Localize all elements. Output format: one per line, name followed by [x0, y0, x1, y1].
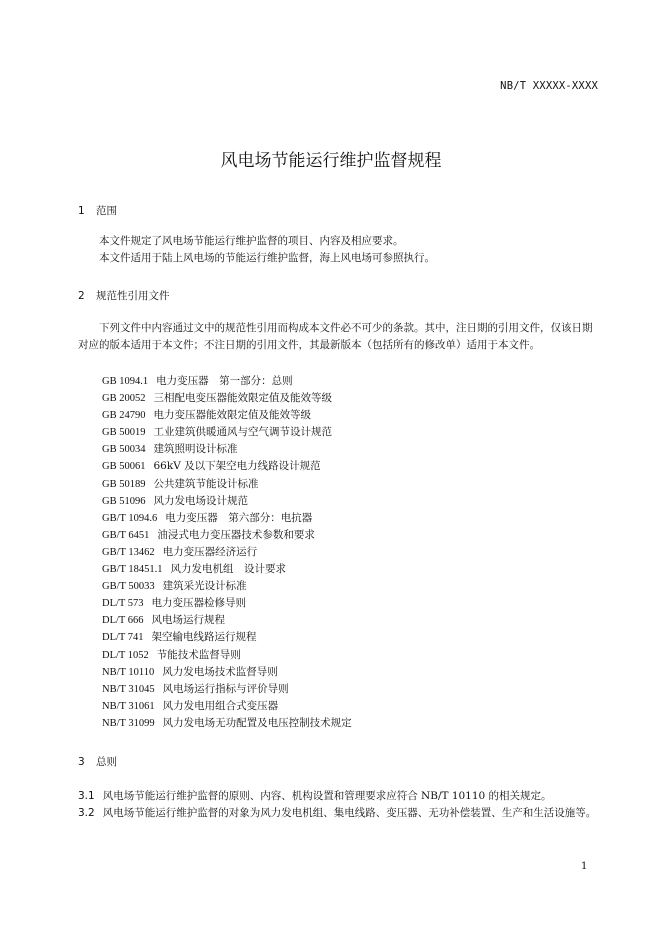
- section-heading-general: [78, 754, 117, 769]
- reference-code: GB/T 50033: [102, 581, 155, 593]
- reference-title: 油浸式电力变压器技术参数和要求: [157, 528, 315, 541]
- clause-3-2: [78, 805, 600, 822]
- clause-text: 风电场节能运行维护监督的对象为风力发电机组、集电线路、变压器、无功补偿装置、生产和生活设施等。: [102, 807, 597, 819]
- reference-code: DL/T 1052: [102, 649, 149, 661]
- reference-title: 工业建筑供暖通风与空气调节设计规范: [153, 426, 332, 439]
- reference-code: NB/T 31099: [102, 717, 155, 729]
- scope-paragraph-2: 本文件适用于陆上风电场的节能运行维护监督，海上风电场可参照执行。: [99, 252, 435, 264]
- clause-number: 3.1: [78, 790, 95, 802]
- reference-title: 风力发电场技术监督导则: [162, 665, 278, 678]
- reference-item: [102, 476, 352, 493]
- section-title: 范围: [96, 205, 117, 217]
- scope-paragraph-1: 本文件规定了风电场节能运行维护监督的项目、内容及相应要求。: [99, 235, 404, 247]
- reference-item: [102, 458, 352, 475]
- page-number: 1: [581, 861, 588, 872]
- reference-title: 公共建筑节能设计标准: [153, 477, 259, 490]
- reference-item: [102, 715, 352, 732]
- reference-item: [102, 527, 352, 544]
- section-heading-scope: [78, 203, 117, 218]
- reference-title: 电力变压器能效限定值及能效等级: [153, 409, 311, 422]
- reference-code: GB 50019: [102, 427, 146, 439]
- clause-3-1: [78, 788, 600, 805]
- reference-item: [102, 561, 352, 578]
- reference-item: [102, 373, 352, 390]
- document-title: 风电场节能运行维护监督规程: [220, 151, 442, 171]
- reference-title: 电力变压器 第一部分：总则: [156, 375, 293, 387]
- reference-item: [102, 544, 352, 561]
- reference-code: GB 20052: [102, 393, 146, 405]
- reference-title: 节能技术监督导则: [156, 648, 241, 661]
- reference-code: NB/T 31061: [102, 700, 155, 712]
- clause-text: 风电场节能运行维护监督的原则、内容、机构设置和管理要求应符合 NB/T 10110 的相关规定。: [102, 790, 552, 802]
- reference-title: 三相配电变压器能效限定值及能效等级: [153, 392, 332, 405]
- section-heading-normative-refs: [78, 288, 170, 303]
- reference-item: [102, 698, 352, 715]
- reference-code: GB 51096: [102, 495, 146, 507]
- reference-item: [102, 424, 352, 441]
- reference-code: GB 24790: [102, 410, 146, 422]
- reference-title: 电力变压器 第六部分：电抗器: [165, 511, 313, 524]
- reference-title: 66kV 及以下架空电力线路设计规范: [153, 460, 321, 473]
- reference-title: 建筑照明设计标准: [153, 443, 238, 456]
- reference-title: 架空输电线路运行规程: [151, 631, 257, 644]
- reference-title: 建筑采光设计标准: [162, 580, 247, 593]
- reference-code: NB/T 10110: [102, 666, 155, 678]
- section-number: 2: [78, 290, 85, 302]
- reference-code: GB 50189: [102, 478, 146, 490]
- reference-title: 风力发电机组 设计要求: [170, 563, 286, 576]
- reference-code: GB 1094.1: [102, 376, 149, 387]
- reference-item: [102, 493, 352, 510]
- reference-title: 风电场运行规程: [151, 614, 226, 627]
- reference-code: DL/T 741: [102, 632, 144, 644]
- reference-item: [102, 441, 352, 458]
- reference-item: [102, 407, 352, 424]
- reference-item: [102, 647, 352, 664]
- reference-item: [102, 510, 352, 527]
- reference-item: [102, 578, 352, 595]
- reference-code: GB 50061: [102, 461, 146, 473]
- reference-item: [102, 664, 352, 681]
- reference-title: 风力发电场设计规范: [153, 494, 248, 507]
- reference-code: DL/T 573: [102, 598, 144, 610]
- reference-code: NB/T 31045: [102, 683, 155, 695]
- reference-list: [102, 373, 352, 732]
- reference-code: GB/T 18451.1: [102, 564, 163, 576]
- reference-item: [102, 390, 352, 407]
- standard-code: NB/T XXXXX-XXXX: [500, 80, 598, 92]
- reference-code: GB/T 1094.6: [102, 512, 158, 524]
- clause-number: 3.2: [78, 807, 95, 819]
- reference-code: GB/T 13462: [102, 546, 155, 558]
- reference-title: 电力变压器检修导则: [151, 597, 247, 610]
- reference-title: 风电场运行指标与评价导则: [162, 682, 289, 695]
- reference-code: GB/T 6451: [102, 529, 150, 541]
- reference-code: GB 50034: [102, 444, 146, 456]
- section-number: 3: [78, 756, 85, 768]
- reference-code: DL/T 666: [102, 615, 144, 627]
- section-title: 规范性引用文件: [96, 290, 170, 302]
- reference-item: [102, 595, 352, 612]
- normative-refs-intro: 下列文件中内容通过文中的规范性引用而构成本文件必不可少的条款。其中，注日期的引用文件，仅该日期对应的版本适用于本文件；不注日期的引用文件，其最新版本（包括所有的修改单）适用于本文件。: [78, 322, 593, 351]
- reference-item: [102, 629, 352, 646]
- reference-item: [102, 681, 352, 698]
- section-title: 总则: [96, 756, 117, 768]
- reference-title: 风力发电场无功配置及电压控制技术规定: [162, 716, 352, 729]
- reference-title: 风力发电用组合式变压器: [162, 699, 279, 712]
- reference-title: 电力变压器经济运行: [162, 545, 258, 558]
- reference-item: [102, 612, 352, 629]
- section-number: 1: [78, 205, 85, 217]
